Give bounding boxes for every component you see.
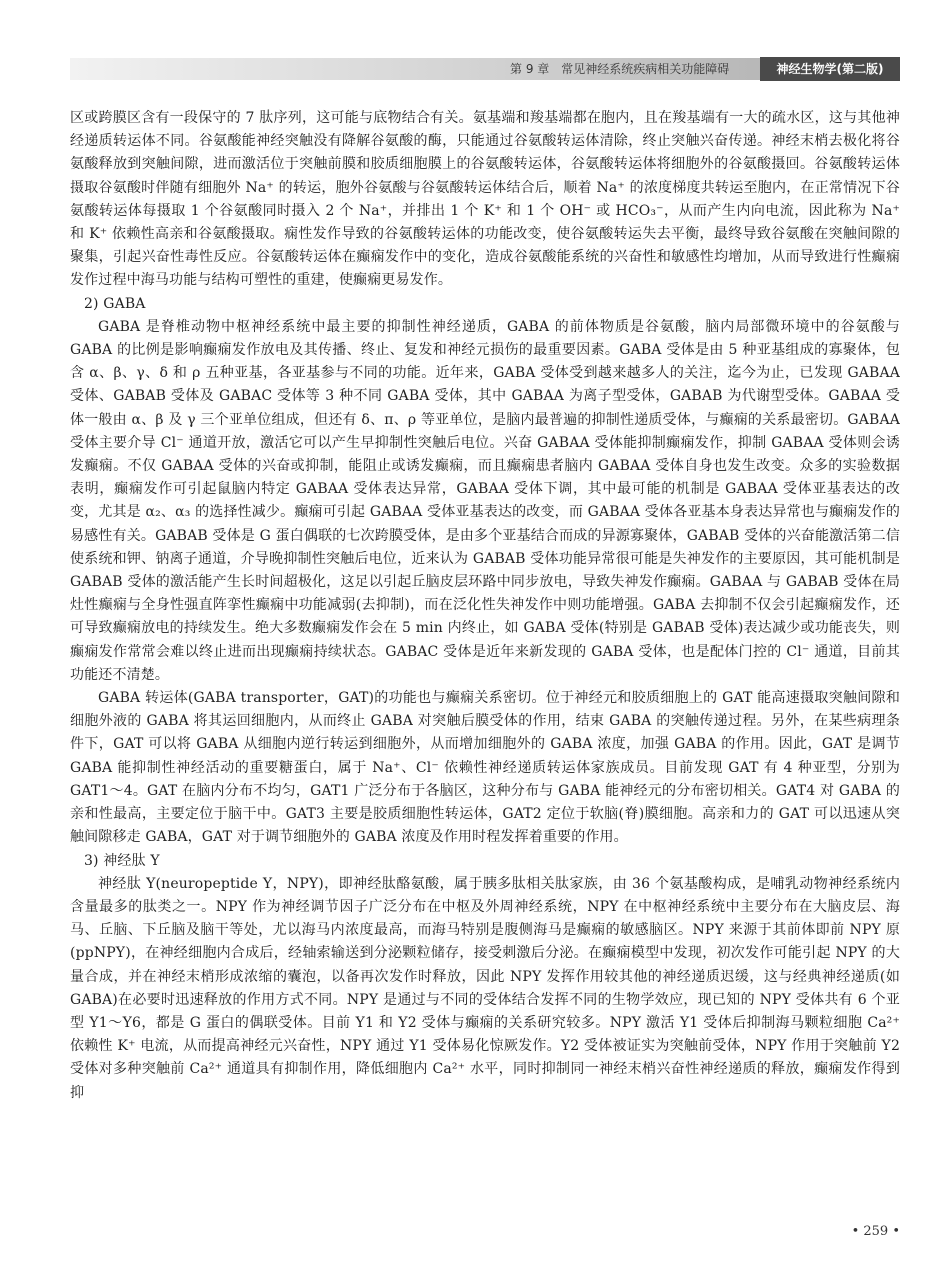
paragraph-glutamate-transporter: 区或跨膜区含有一段保守的 7 肽序列，这可能与底物结合有关。氨基端和羧基端都在胞内，且在羧基端有一大的疏水区，这与其他神经递质转运体不同。谷氨酸能神经突触没有降解谷氨酸的酶，只能通过谷氨酸转运体清除，终止突触兴奋传递。神经末梢去极化将谷氨酸释放到突触间隙，进而激活位于突触前膜和胶质细胞膜上的谷氨酸转运体，谷氨酸转运体将细胞外的谷氨酸摄回。谷氨酸转运体摄取谷氨酸时伴随有细胞外 Na⁺ 的转运，胞外谷氨酸与谷氨酸转运体结合后，顺着 Na⁺ 的浓度梯度共转运至胞内，在正常情况下谷氨酸转运体每摄取 1 个谷氨酸同时摄入 2 个 Na⁺，并排出 1 个 K⁺ 和 1 个 OH⁻ 或 HCO₃⁻，从而产生内向电流，因此称为 Na⁺ 和 K⁺ 依赖性高亲和谷氨酸摄取。痫性发作导致的谷氨酸转运体的功能改变，使谷氨酸转运失去平衡，最终导致谷氨酸在突触间隙的聚集，引起兴奋性毒性反应。谷氨酸转运体在癫痫发作中的变化，造成谷氨酸能系统的兴奋性和敏感性均增加，从而导致进行性癫痫发作过程中海马功能与结构可塑性的重建，使癫痫更易发作。 bbox=[70, 110, 900, 289]
section-heading-gaba: 2) GABA bbox=[84, 295, 146, 312]
page-body bbox=[70, 107, 900, 1105]
page-number: • 259 • bbox=[851, 1224, 900, 1239]
paragraph-npy: 神经肽 Y(neuropeptide Y，NPY)，即神经肽酪氨酸，属于胰多肽相关肽家族，由 36 个氨基酸构成，是哺乳动物神经系统内含量最多的肽类之一。NPY 作为神经调节因子广泛分布在中枢及外周神经系统，NPY 在中枢神经系统中主要分布在大脑皮层、海马、丘脑、下丘脑及脑干等处，尤以海马内浓度最高，而海马特别是腹侧海马是癫痫的敏感脑区。NPY 来源于其前体即前 NPY 原(ppNPY)，在神经细胞内合成后，经轴索输送到分泌颗粒储存，接受刺激后分泌。在癫痫模型中发现，初次发作可能引起 NPY 的大量合成，并在神经末梢形成浓缩的囊泡，以备再次发作时释放，因此 NPY 发挥作用较其他的神经递质迟缓，这与经典神经递质(如 GABA)在必要时迅速释放的作用方式不同。NPY 是通过与不同的受体结合发挥不同的生物学效应，现已知的 NPY 受体共有 6 个亚型 Y1～Y6，都是 G 蛋白的偶联受体。目前 Y1 和 Y2 受体与癫痫的关系研究较多。NPY 激活 Y1 受体后抑制海马颗粒细胞 Ca²⁺ 依赖性 K⁺ 电流，从而提高神经元兴奋性，NPY 通过 Y1 受体易化惊厥发作。Y2 受体被证实为突触前受体，NPY 作用于突触前 Y2 受体对多种突触前 Ca²⁺ 通道具有抑制作用，降低细胞内 Ca²⁺ 水平，同时抑制同一神经末梢兴奋性神经递质的释放，癫痫发作得到抑 bbox=[70, 875, 900, 1101]
section-heading-npy: 3) 神经肽 Y bbox=[84, 852, 160, 869]
running-header-chapter: 第 9 章 常见神经系统疾病相关功能障碍 bbox=[510, 62, 730, 76]
paragraph-gaba-transporter: GABA 转运体(GABA transporter，GAT)的功能也与癫痫关系密切。位于神经元和胶质细胞上的 GAT 能高速摄取突触间隙和细胞外液的 GABA 将其运回细胞内，从而终止 GABA 对突触后膜受体的作用，结束 GABA 的突触传递过程。另外，在某些病理条件下，GAT 可以将 GABA 从细胞内逆行转运到细胞外，从而增加细胞外的 GABA 浓度，加强 GABA 的作用。因此，GAT 是调节 GABA 能抑制性神经活动的重要糖蛋白，属于 Na⁺、Cl⁻ 依赖性神经递质转运体家族成员。目前发现 GAT 有 4 种亚型，分别为 GAT1～4。GAT 在脑内分布不均匀，GAT1 广泛分布于各脑区，这种分布与 GABA 能神经元的分布密切相关。GAT4 对 GABA 的亲和性最高，主要定位于脑干中。GAT3 主要是胶质细胞性转运体，GAT2 定位于软脑(脊)膜细胞。高亲和力的 GAT 可以迅速从突触间隙移走 GABA，GAT 对于调节细胞外的 GABA 浓度及作用时程发挥着重要的作用。 bbox=[70, 690, 900, 846]
running-header-book-title: 神经生物学(第二版) bbox=[760, 57, 900, 81]
paragraph-gaba-receptors: GABA 是脊椎动物中枢神经系统中最主要的抑制性神经递质，GABA 的前体物质是谷氨酸，脑内局部微环境中的谷氨酸与 GABA 的比例是影响癫痫发作放电及其传播、终止、复发和神经元损伤的最重要因素。GABA 受体是由 5 种亚基组成的寡聚体，包含 α、β、γ、δ 和 ρ 五种亚基，各亚基参与不同的功能。近年来，GABA 受体受到越来越多人的关注，迄今为止，已发现 GABAA 受体、GABAB 受体及 GABAC 受体等 3 种不同 GABA 受体，其中 GABAA 为离子型受体，GABAB 为代谢型受体。GABAA 受体一般由 α、β 及 γ 三个亚单位组成，但还有 δ、π、ρ 等亚单位，是脑内最普遍的抑制性递质受体，与癫痫的关系最密切。GABAA 受体主要介导 Cl⁻ 通道开放，激活它可以产生早抑制性突触后电位。兴奋 GABAA 受体能抑制癫痫发作，抑制 GABAA 受体则会诱发癫痫。不仅 GABAA 受体的兴奋或抑制，能阻止或诱发癫痫，而且癫痫患者脑内 GABAA 受体自身也发生改变。众多的实验数据表明，癫痫发作可引起鼠脑内特定 GABAA 受体表达异常，GABAA 受体下调，其中最可能的机制是 GABAA 受体亚基表达的改变，尤其是 α₂、α₃ 的选择性减少。癫痫可引起 GABAA 受体亚基表达的改变，而 GABAA 受体各亚基本身表达异常也与癫痫发作的易感性有关。GABAB 受体是 G 蛋白偶联的七次跨膜受体，是由多个亚基结合而成的异源寡聚体，GABAB 受体的兴奋能激活第二信使系统和钾、钠离子通道，介导晚抑制性突触后电位，近来认为 GABAB 受体功能异常很可能是失神发作的主要原因，其可能机制是 GABAB 受体的激活能产生长时间超极化，这足以引起丘脑皮层环路中同步放电，导致失神发作癫痫。GABAA 与 GABAB 受体在局灶性癫痫与全身性强直阵挛性癫痫中功能减弱(去抑制)，而在泛化性失神发作中则功能增强。GABA 去抑制不仅会引起癫痫发作，还可导致癫痫放电的持续发生。绝大多数癫痫发作会在 5 min 内终止，如 GABA 受体(特别是 GABAB 受体)表达减少或功能丧失，则癫痫发作常常会难以终止进而出现癫痫持续状态。GABAC 受体是近年来新发现的 GABA 受体，也是配体门控的 Cl⁻ 通道，目前其功能还不清楚。 bbox=[70, 318, 900, 683]
